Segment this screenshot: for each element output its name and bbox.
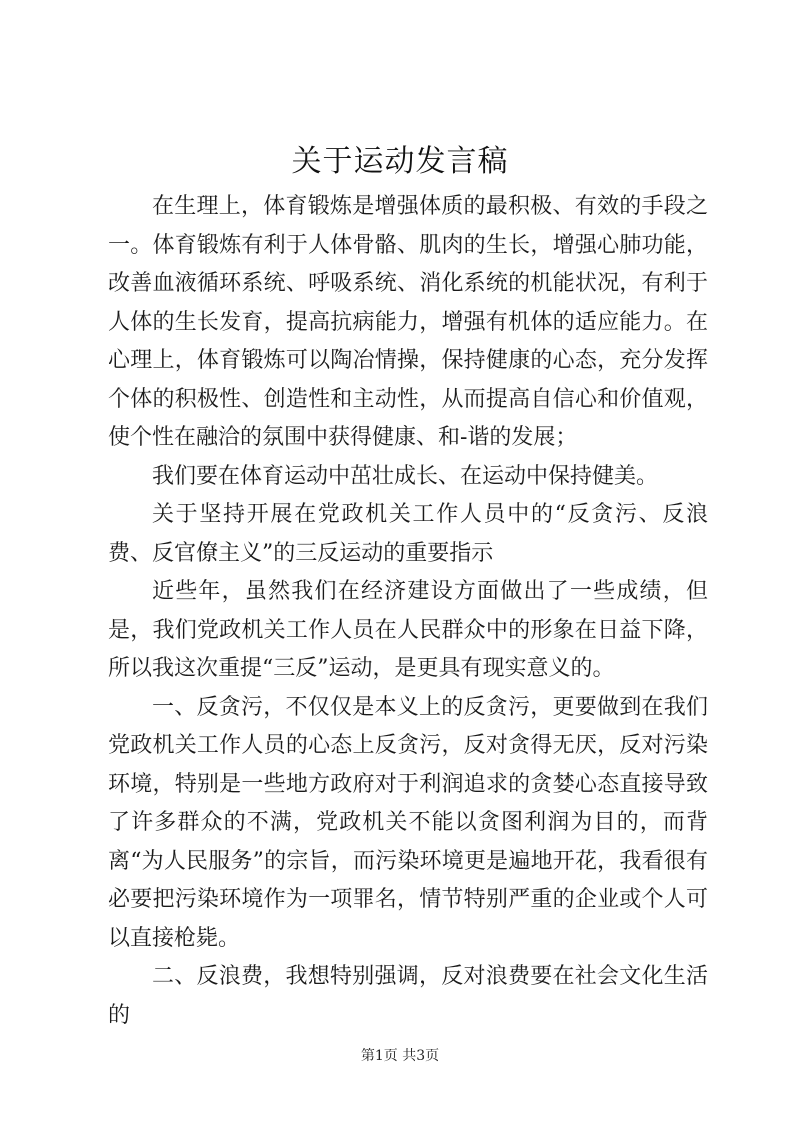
paragraph-anti-waste: 二、反浪费，我想特别强调，反对浪费要在社会文化生活的 [108,964,708,1028]
document-body [108,188,708,1035]
paragraph-recent-years: 近些年，虽然我们在经济建设方面做出了一些成绩，但是，我们党政机关工作人员在人民群众中的形象在日益下降，所以我这次重提“三反”运动，是更具有现实意义的。 [108,579,708,681]
paragraph-three-anti-instruction: 关于坚持开展在党政机关工作人员中的“反贪污、反浪费、反官僚主义”的三反运动的重要指示 [108,502,708,566]
paragraph-physiology-psychology: 在生理上，体育锻炼是增强体质的最积极、有效的手段之一。体育锻炼有利于人体骨骼、肌肉的生长，增强心肺功能，改善血液循环系统、呼吸系统、消化系统的机能状况，有利于人体的生长发育，提高抗病能力，增强有机体的适应能力。在心理上，体育锻炼可以陶冶情操，保持健康的心态，充分发挥个体的积极性、创造性和主动性，从而提高自信心和价值观，使个性在融洽的氛围中获得健康、和-谐的发展； [108,194,708,450]
paragraph-grow-in-sports: 我们要在体育运动中茁壮成长、在运动中保持健美。 [152,463,659,489]
document-title: 关于运动发言稿 [291,144,509,179]
page-number-footer: 第1页 共3页 [360,1048,440,1064]
paragraph-anti-corruption: 一、反贪污，不仅仅是本义上的反贪污，更要做到在我们党政机关工作人员的心态上反贪污，反对贪得无厌，反对污染环境，特别是一些地方政府对于利润追求的贪婪心态直接导致了许多群众的不满，党政机关不能以贪图利润为目的，而背离“为人民服务”的宗旨，而污染环境更是遍地开花，我看很有必要把污染环境作为一项罪名，情节特别严重的企业或个人可以直接枪毙。 [108,694,708,951]
